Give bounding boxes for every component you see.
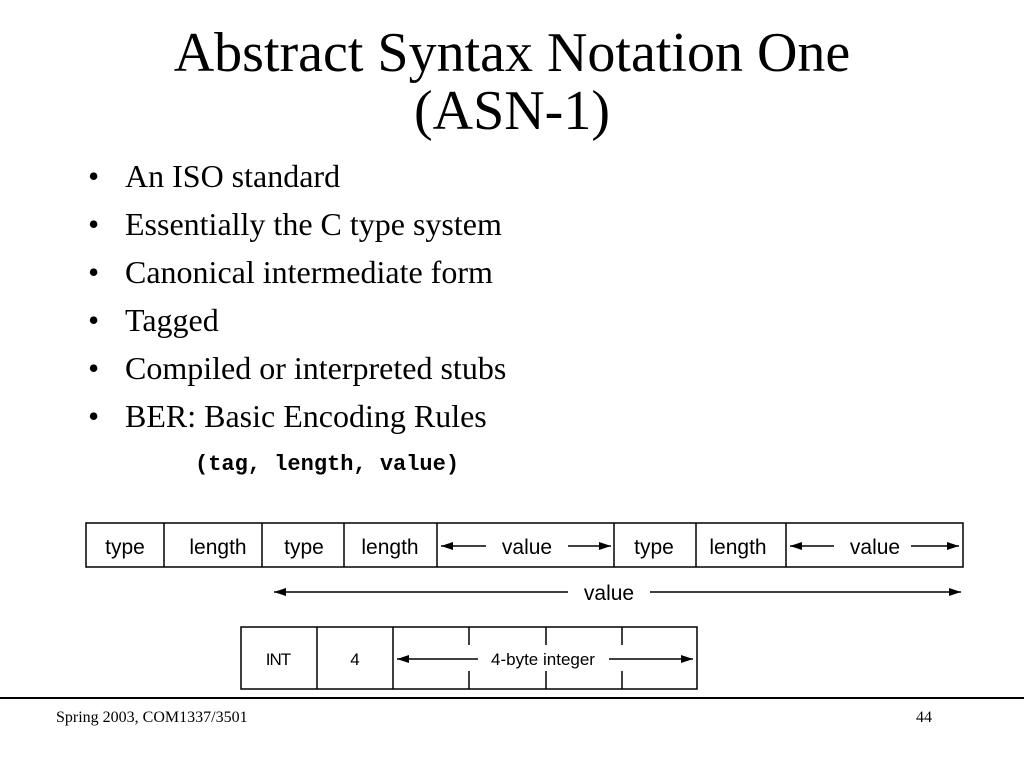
title-line-1: Abstract Syntax Notation One xyxy=(173,22,851,84)
cell-4: 4 xyxy=(350,650,360,669)
bullet-text: Canonical intermediate form xyxy=(125,254,493,290)
bullet-dot: • xyxy=(88,254,100,290)
cell-type-2: type xyxy=(284,536,324,559)
tlv-record-row xyxy=(86,523,963,567)
cell-int: INT xyxy=(265,650,291,669)
slide-number: 44 xyxy=(916,709,932,726)
bullet-text: BER: Basic Encoding Rules xyxy=(125,398,487,434)
bullet-text: Essentially the C type system xyxy=(125,206,502,242)
bullet-text: An ISO standard xyxy=(125,158,341,194)
bullet-text: Tagged xyxy=(125,302,219,338)
title-line-2: (ASN-1) xyxy=(414,80,610,142)
cell-value-2: value xyxy=(849,536,901,559)
value-span-label: value xyxy=(583,582,635,605)
bullet-dot: • xyxy=(88,350,100,386)
cell-type-1: type xyxy=(105,536,145,559)
bullet-dot: • xyxy=(88,302,100,338)
int-example-row xyxy=(241,627,697,689)
bullet-text: Compiled or interpreted stubs xyxy=(125,350,507,386)
value-span xyxy=(274,582,961,605)
bullet-dot: • xyxy=(88,206,100,242)
cell-value-1: value xyxy=(501,536,553,559)
cell-4-byte-integer: 4-byte integer xyxy=(491,650,595,669)
cell-length-3: length xyxy=(709,536,767,559)
bullet-dot: • xyxy=(88,398,100,434)
footer-course: Spring 2003, COM1337/3501 xyxy=(56,709,248,726)
bullet-dot: • xyxy=(88,158,100,194)
cell-length-1: length xyxy=(189,536,247,559)
tag-length-value-code: (tag, length, value) xyxy=(195,452,460,477)
cell-length-2: length xyxy=(361,536,419,559)
cell-type-3: type xyxy=(634,536,674,559)
